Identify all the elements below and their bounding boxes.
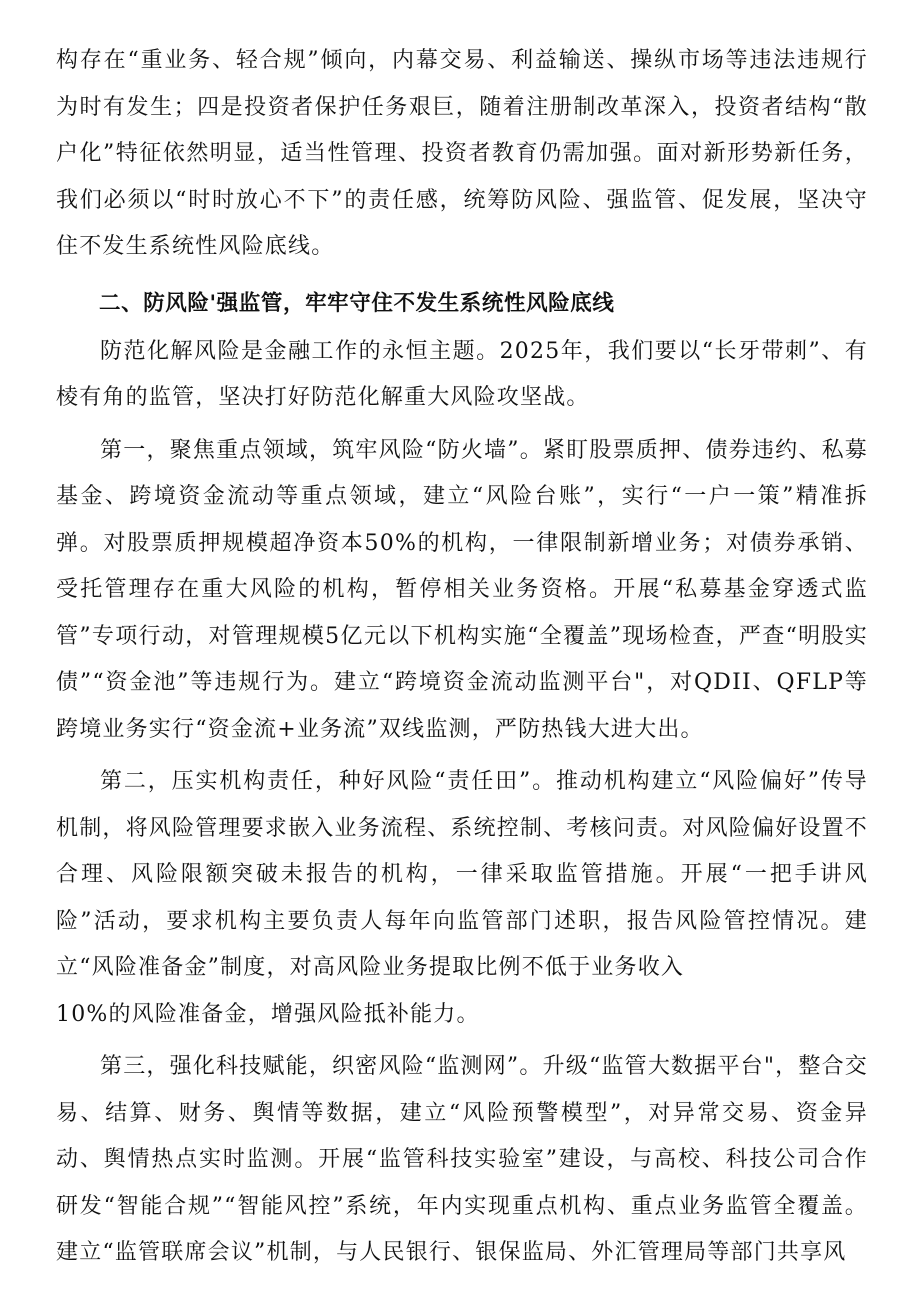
paragraph-second: 第二，压实机构责任，种好风险“责任田”。推动机构建立“风险偏好”传导机制，将风险管理要求嵌入业务流程、系统控制、考核问责。对风险偏好设置不合理、风险限额突破未报告的机构，一律采取监管措施。开展“一把手讲风险”活动，要求机构主要负责人每年向监管部门述职，报告风险管控情况。建立“风险准备金”制度，对高风险业务提取比例不低于业务收入	[56, 769, 869, 980]
document-page	[56, 38, 868, 1277]
paragraph-second-tail: 10%的风险准备金，增强风险抵补能力。	[56, 1001, 480, 1027]
paragraph-first: 第一，聚焦重点领域，筑牢风险“防火墙”。紧盯股票质押、债券违约、私募基金、跨境资金流动等重点领域，建立“风险台账”，实行“一户一策”精准拆弹。对股票质押规模超净资本50%的机构，一律限制新增业务；对债券承销、受托管理存在重大风险的机构，暂停相关业务资格。开展“私募基金穿透式监管”专项行动，对管理规模5亿元以下机构实施“全覆盖”现场检查，严查“明股实债”“资金池”等违规行为。建立“跨境资金流动监测平台"，对QDII、QFLP等跨境业务实行“资金流+业务流”双线监测，严防热钱大进大出。	[56, 437, 868, 742]
paragraph-continued: 构存在“重业务、轻合规”倾向，内幕交易、利益输送、操纵市场等违法违规行为时有发生；四是投资者保护任务艰巨，随着注册制改革深入，投资者结构“散户化”特征依然明显，适当性管理、投资者教育仍需加强。面对新形势新任务，我们必须以“时时放心不下”的责任感，统筹防风险、强监管、促发展，坚决守住不发生系统性风险底线。	[56, 48, 868, 259]
paragraph-intro: 防范化解风险是金融工作的永恒主题。2025年，我们要以“长牙带刺”、有棱有角的监管，坚决打好防范化解重大风险攻坚战。	[56, 338, 868, 410]
paragraph-third: 第三，强化科技赋能，织密风险“监测网”。升级“监管大数据平台"，整合交易、结算、财务、舆情等数据，建立“风险预警模型”，对异常交易、资金异动、舆情热点实时监测。开展“监管科技实验室”建设，与高校、科技公司合作研发“智能合规”“智能风控”系统，年内实现重点机构、重点业务监管全覆盖。建立“监管联席会议”机制，与人民银行、银保监局、外汇管理局等部门共享风	[56, 1054, 868, 1265]
section-heading: 二、防风险'强监管，牢牢守住不发生系统性风险底线	[99, 290, 615, 316]
